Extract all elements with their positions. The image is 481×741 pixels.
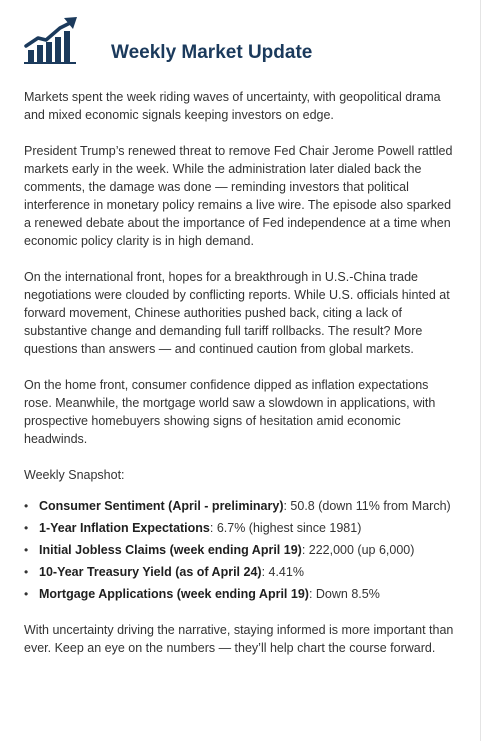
closing-paragraph: With uncertainty driving the narrative, staying informed is more important than ever. Keep an eye on the numbers — they’ll help chart the course forward. — [24, 623, 454, 655]
snapshot-item-value: : 6.7% (highest since 1981) — [209, 521, 362, 535]
snapshot-item-value: : 4.41% — [261, 565, 304, 579]
page-title: Weekly Market Update — [111, 42, 313, 63]
bullet-icon: • — [24, 565, 29, 579]
bullet-icon: • — [24, 587, 29, 601]
list-item — [24, 564, 454, 581]
home-front-paragraph: On the home front, consumer confidence dipped as inflation expectations rose. Meanwhile, the mortgage world saw a slowdown in applications, with prospective homebuyers showing signs of hesitation amid economic headwinds. — [24, 378, 436, 446]
intro-paragraph: Markets spent the week riding waves of uncertainty, with geopolitical drama and mixed economic signals keeping investors on edge. — [24, 90, 441, 122]
snapshot-item-value: : 222,000 (up 6,000) — [301, 543, 415, 557]
list-item — [24, 520, 454, 537]
snapshot-item-label: Consumer Sentiment (April - preliminary) — [39, 499, 284, 513]
list-item — [24, 586, 454, 603]
snapshot-label: Weekly Snapshot: — [24, 468, 125, 482]
snapshot-item-label: 10-Year Treasury Yield (as of April 24) — [39, 565, 262, 579]
snapshot-item-label: 1-Year Inflation Expectations — [39, 521, 210, 535]
rising-chart-icon — [24, 16, 80, 64]
header — [24, 16, 464, 66]
snapshot-item-value: : Down 8.5% — [308, 587, 380, 601]
bullet-icon: • — [24, 543, 29, 557]
snapshot-item-label: Initial Jobless Claims (week ending April 19) — [39, 543, 302, 557]
list-item — [24, 542, 454, 559]
trade-paragraph: On the international front, hopes for a breakthrough in U.S.-China trade negotiations were clouded by conflicting reports. While U.S. officials hinted at forward movement, Chinese authorities pushed back, citing a lack of substantive change and demanding full tariff rollbacks. The result? More questions than answers — and continued caution from global markets. — [24, 270, 450, 356]
article-body — [24, 88, 454, 675]
fed-paragraph: President Trump’s renewed threat to remove Fed Chair Jerome Powell rattled markets early in the week. While the administration later dialed back the comments, the damage was done — reminding investors that political interference in monetary policy remains a live wire. The episode also sparked a renewed debate about the importance of Fed independence at a time when economic policy clarity is in high demand. — [24, 144, 453, 248]
list-item — [24, 498, 454, 515]
bullet-icon: • — [24, 499, 29, 513]
snapshot-list — [24, 498, 454, 603]
snapshot-item-label: Mortgage Applications (week ending April 19) — [39, 587, 309, 601]
snapshot-item-value: : 50.8 (down 11% from March) — [283, 499, 451, 513]
bullet-icon: • — [24, 521, 29, 535]
